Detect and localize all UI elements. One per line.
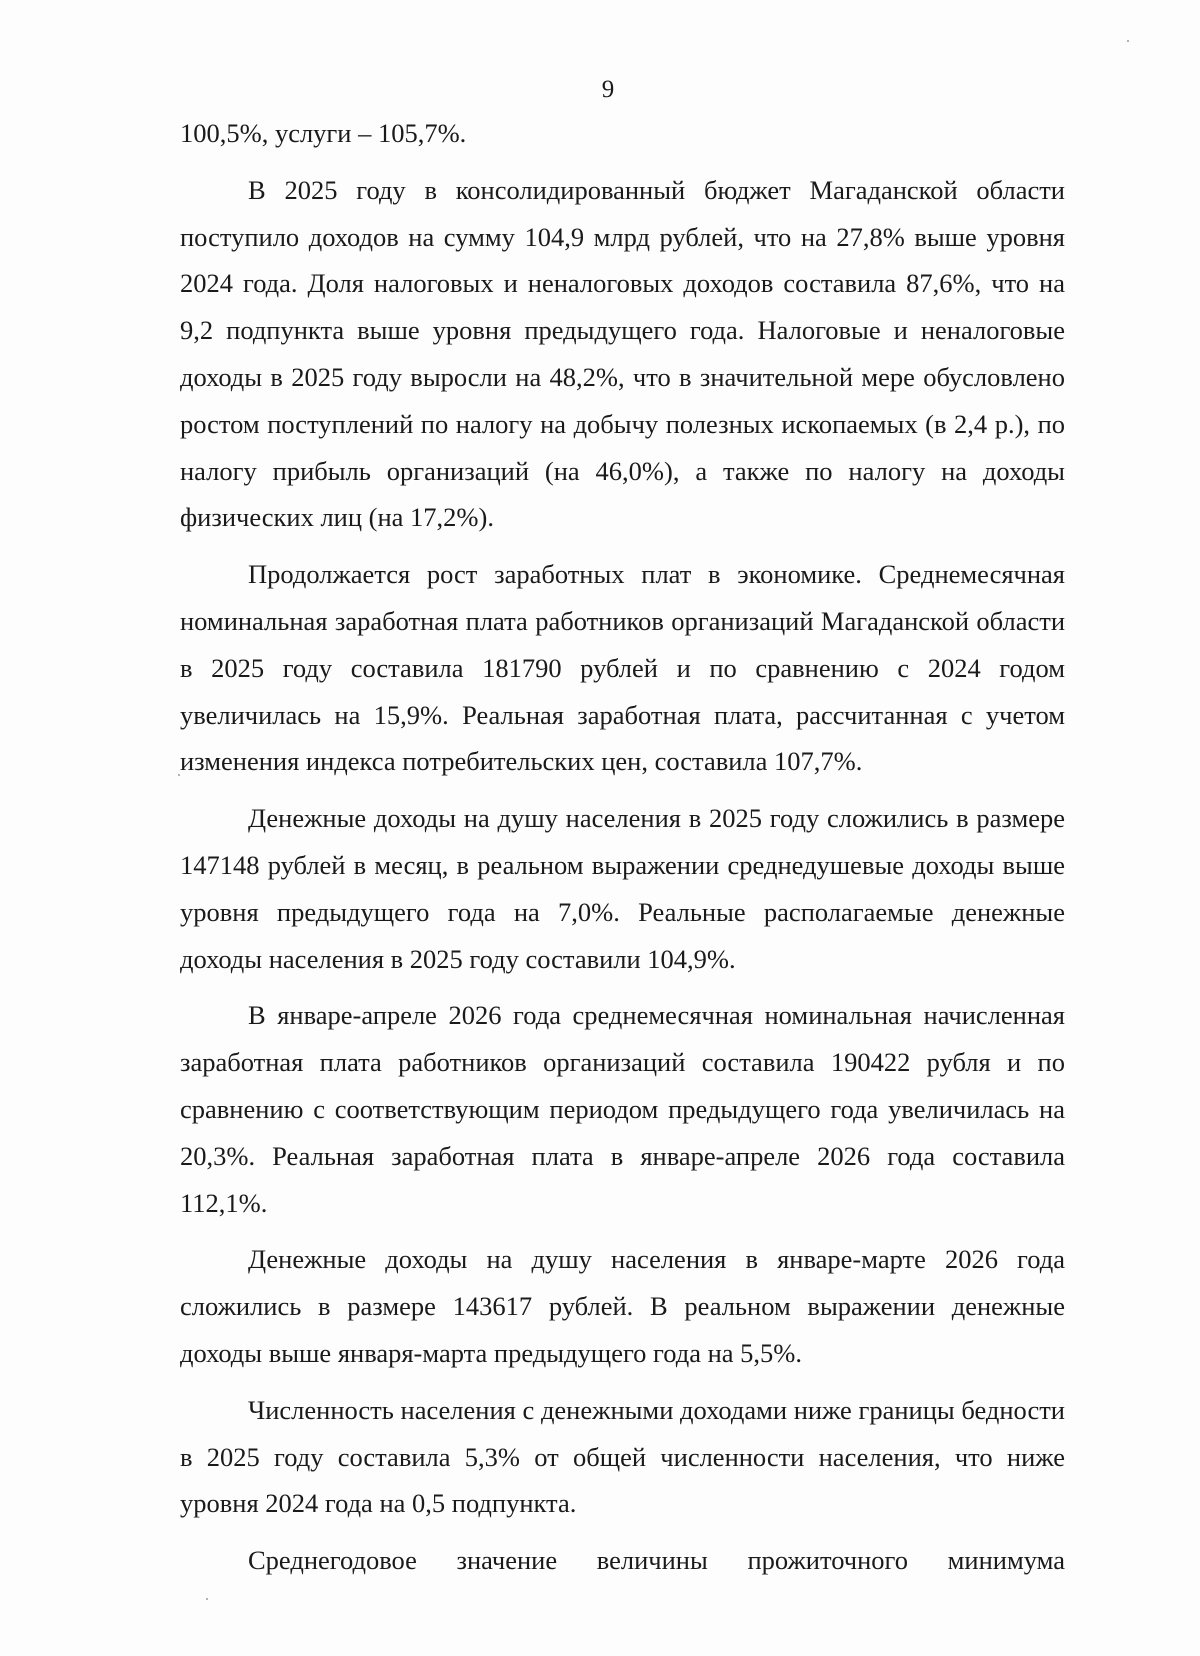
paragraph-poverty-level: Численность населения с денежными доходами ниже границы бедности в 2025 году составила 5,3% от общей численности населения, что ниже уровня 2024 года на 0,5 подпункта.	[180, 1394, 1065, 1519]
paragraph-budget-revenues: В 2025 году в консолидированный бюджет Магаданской области поступило доходов на сумму 104,9 млрд рублей, что на 27,8% выше уровня 2024 года. Доля налоговых и неналоговых доходов составила 87,6%, что на 9,2 подпункта выше уровня предыдущего года. Налоговые и неналоговые доходы в 2025 году выросли на 48,2%, что в значительной мере обусловлено ростом поступлений по налогу на добычу полезных ископаемых (в 2,4 р.), по налогу прибыль организаций (на 46,0%), а также по налогу на доходы физических лиц (на 17,2%).	[180, 174, 1065, 533]
page-number: 9	[601, 76, 615, 103]
paragraph-continuation: 100,5%, услуги – 105,7%.	[180, 118, 467, 148]
paragraph-subsistence-minimum: Среднегодовое значение величины прожиточного минимума	[248, 1545, 1065, 1576]
paragraph-wages-2025: Продолжается рост заработных плат в экономике. Среднемесячная номинальная заработная плата работников организаций Магаданской области в 2025 году составила 181790 рублей и по сравнению с 2024 годом увеличилась на 15,9%. Реальная заработная плата, рассчитанная с учетом изменения индекса потребительских цен, составила 107,7%.	[180, 559, 1065, 777]
paragraph-wages-jan-apr-2026: В январе-апреле 2026 года среднемесячная номинальная начисленная заработная плата работников организаций составила 190422 рубля и по сравнению с соответствующим периодом предыдущего года увеличилась на 20,3%. Реальная заработная плата в январе-апреле 2026 года составила 112,1%.	[180, 1000, 1065, 1218]
scan-speck	[1127, 40, 1129, 42]
paragraph-income-per-capita-2025: Денежные доходы на душу населения в 2025 году сложились в размере 147148 рублей в месяц, в реальном выражении среднедушевые доходы выше уровня предыдущего года на 7,0%. Реальные располагаемые денежные доходы населения в 2025 году составили 104,9%.	[180, 803, 1065, 974]
paragraph-income-jan-mar-2026: Денежные доходы на душу населения в январе-марте 2026 года сложились в размере 143617 рублей. В реальном выражении денежные доходы выше января-марта предыдущего года на 5,5%.	[180, 1244, 1065, 1368]
scan-speck	[206, 1598, 208, 1600]
document-body	[180, 110, 1065, 1584]
scan-speck	[178, 774, 180, 776]
